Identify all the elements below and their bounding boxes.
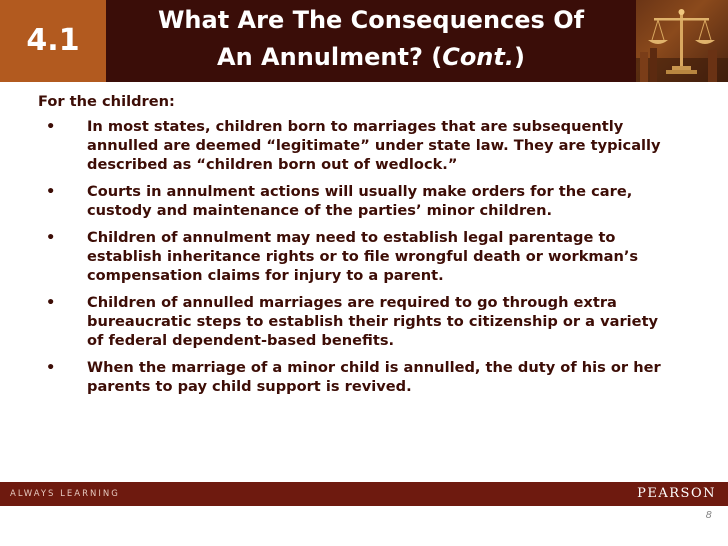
bullet-dot: • <box>46 118 56 135</box>
title-line-1: What Are The Consequences Of <box>157 6 585 34</box>
section-number: 4.1 <box>26 23 80 58</box>
footer-tagline: ALWAYS LEARNING <box>10 489 120 499</box>
slide-body <box>38 92 678 404</box>
slide-header <box>0 0 728 82</box>
scales-of-justice-icon <box>636 0 728 82</box>
bullet-item <box>38 228 678 285</box>
bullet-item <box>38 182 678 220</box>
title-line-2-main: An Annulment? ( <box>217 43 443 71</box>
bullet-text: Children of annulment may need to establish legal parentage to establish inheritance rights or to file wrongful death or workman’s compensation claims for injury to a parent. <box>87 229 639 284</box>
title-line-2-italic: Cont. <box>442 43 514 71</box>
bullet-text: When the marriage of a minor child is annulled, the duty of his or her parents to pay child support is revived. <box>87 359 661 395</box>
bullet-item <box>38 293 678 350</box>
slide-title <box>106 2 636 76</box>
bullet-list <box>38 117 678 396</box>
publisher-logo: PEARSON <box>637 486 716 501</box>
title-line-2 <box>106 39 636 76</box>
page-number: 8 <box>705 510 712 521</box>
slide-footer <box>0 482 728 506</box>
bullet-item <box>38 117 678 174</box>
bullet-dot: • <box>46 359 56 376</box>
bullet-text: Courts in annulment actions will usually make orders for the care, custody and maintenance of the parties’ minor children. <box>87 183 633 219</box>
section-number-box <box>0 0 106 82</box>
bullet-text: Children of annulled marriages are required to go through extra bureaucratic steps to establish their rights to citizenship or a variety of federal dependent-based benefits. <box>87 294 659 349</box>
title-line-2-end: ) <box>513 43 525 71</box>
intro-text: For the children: <box>38 93 175 110</box>
bullet-dot: • <box>46 183 56 200</box>
bullet-dot: • <box>46 229 56 246</box>
bullet-item <box>38 358 678 396</box>
bullet-dot: • <box>46 294 56 311</box>
bullet-text: In most states, children born to marriages that are subsequently annulled are deemed “legitimate” under state law. They are typically described as “children born out of wedlock.” <box>87 118 661 173</box>
